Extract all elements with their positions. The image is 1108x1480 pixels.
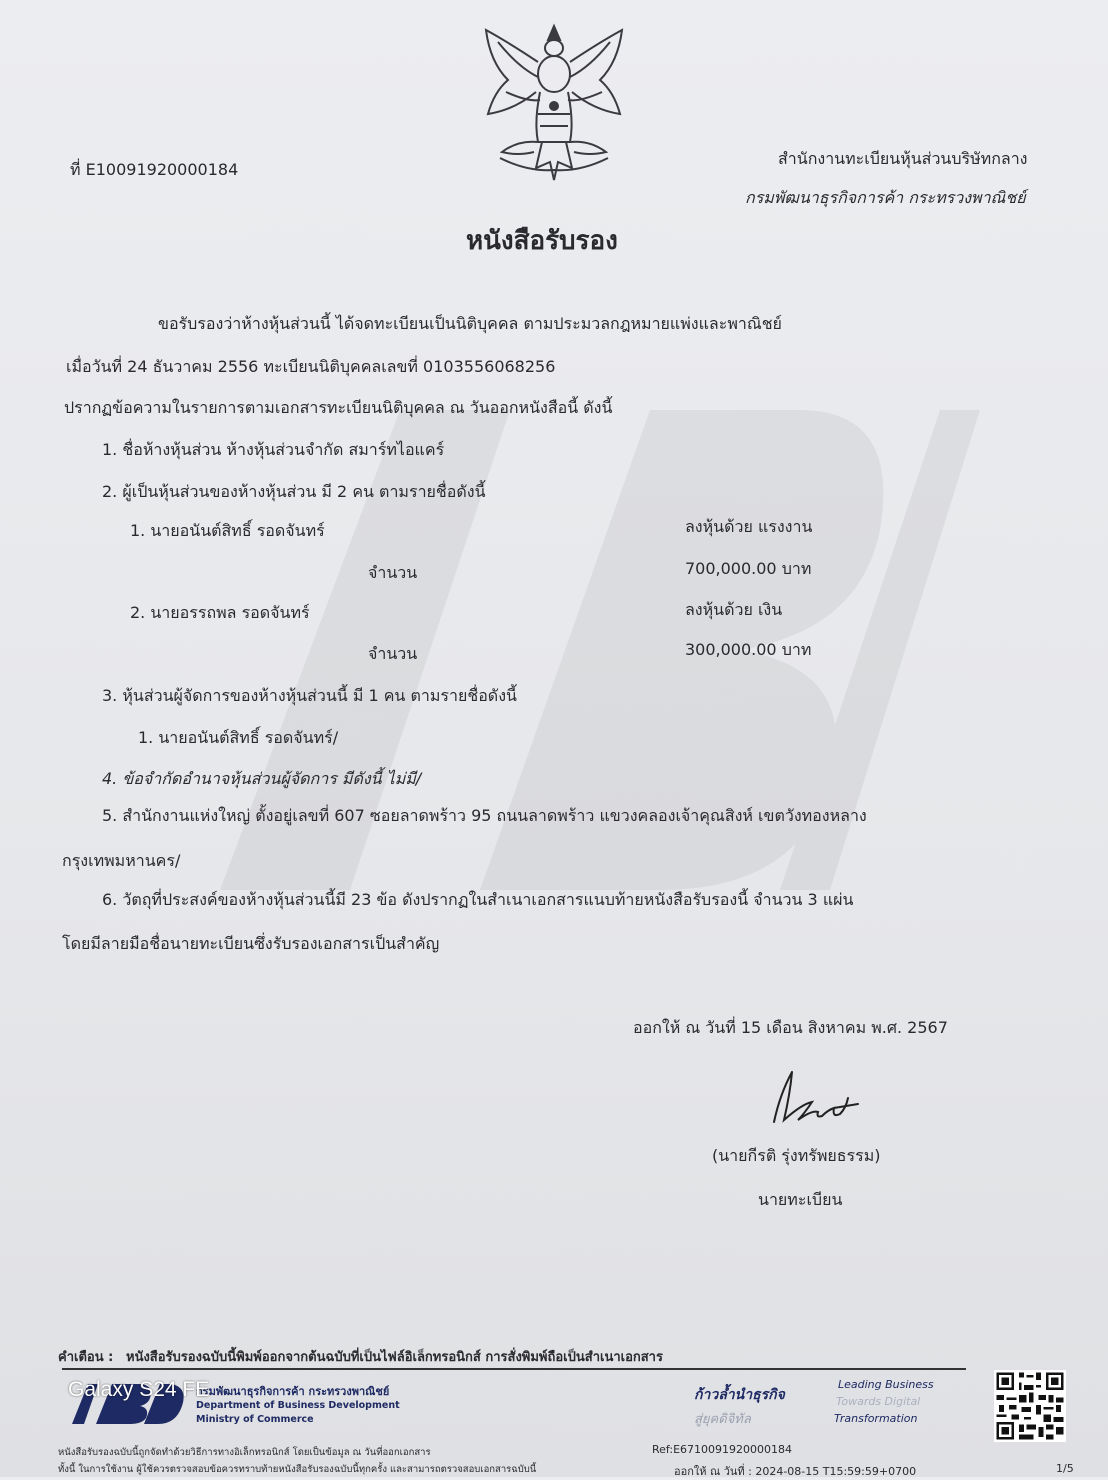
dept-name-en: Department of Business Development: [196, 1400, 400, 1411]
document-title: หนังสือรับรอง: [466, 226, 618, 256]
item-3-manager-name: 1. นายอนันต์สิทธิ์ รอดจันทร์/: [138, 728, 339, 747]
slogan-th-1: ก้าวล้ำนำธุรกิจ: [694, 1387, 785, 1403]
intro-line-3: ปรากฏข้อความในรายการตามเอกสารทะเบียนนิติบุคคล ณ วันออกหนังสือนี้ ดังนี้: [64, 398, 613, 417]
signer-title: นายทะเบียน: [758, 1190, 843, 1209]
signer-name: (นายกีรติ รุ่งทรัพยธรรม): [712, 1146, 881, 1165]
partner-2-name: 2. นายอรรถพล รอดจันทร์: [130, 603, 310, 622]
warning-label: คำเตือน :: [58, 1350, 114, 1365]
partner-2-contribution: ลงหุ้นด้วย เงิน: [685, 600, 783, 619]
partner-1-contribution: ลงหุ้นด้วย แรงงาน: [685, 517, 813, 536]
office-name-line2: กรมพัฒนาธุรกิจการค้า กระทรวงพาณิชย์: [745, 188, 1026, 207]
warning-text: หนังสือรับรองฉบับนี้พิมพ์ออกจากต้นฉบับที่เป็นไฟล์อิเล็กทรอนิกส์ การสั่งพิมพ์ถือเป็นสำเนาเอกสาร: [126, 1350, 663, 1365]
partner-1-name: 1. นายอนันต์สิทธิ์ รอดจันทร์: [130, 521, 325, 540]
page-number: 1/5: [1056, 1462, 1074, 1475]
item-3-managing-partner: 3. หุ้นส่วนผู้จัดการของห้างหุ้นส่วนนี้ มี 1 คน ตามรายชื่อดังนี้: [102, 686, 517, 705]
item-1-partnership-name: 1. ชื่อห้างหุ้นส่วน ห้างหุ้นส่วนจำกัด สมาร์ทไอแคร์: [102, 440, 445, 459]
item-6-objectives-line2: โดยมีลายมือชื่อนายทะเบียนซึ่งรับรองเอกสารเป็นสำคัญ: [62, 934, 440, 953]
footer-ref: Ref:E6710091920000184: [652, 1443, 793, 1456]
item-5-head-office: 5. สำนักงานแห่งใหญ่ ตั้งอยู่เลขที่ 607 ซอยลาดพร้าว 95 ถนนลาดพร้าว แขวงคลองเจ้าคุณสิงห์ เขตวังทองหลาง: [102, 806, 867, 825]
intro-line-2: เมื่อวันที่ 24 ธันวาคม 2556 ทะเบียนนิติบุคคลเลขที่ 0103556068256: [66, 357, 556, 376]
partner-1-amount-label: จำนวน: [368, 563, 418, 582]
item-2-partners-header: 2. ผู้เป็นหุ้นส่วนของห้างหุ้นส่วน มี 2 คน ตามรายชื่อดังนี้: [102, 482, 486, 501]
footer-note-line2: ทั้งนี้ ในการใช้งาน ผู้ใช้ควรตรวจสอบข้อควรทราบท้ายหนังสือรับรองฉบับนี้ทุกครั้ง และสามารถตรวจสอบเอกสารฉบับนี้: [58, 1464, 537, 1475]
reference-number: ที่ E10091920000184: [70, 160, 239, 179]
ministry-name-en: Ministry of Commerce: [196, 1414, 314, 1425]
qr-code-icon: [994, 1370, 1066, 1442]
issue-date: ออกให้ ณ วันที่ 15 เดือน สิงหาคม พ.ศ. 2567: [633, 1018, 948, 1037]
dbd-watermark-icon: [180, 330, 1000, 950]
camera-watermark: Galaxy S24 FE: [68, 1378, 210, 1401]
footer-note-line1: หนังสือรับรองฉบับนี้ถูกจัดทำด้วยวิธีการทางอิเล็กทรอนิกส์ โดยเป็นข้อมูล ณ วันที่ออกเอกสาร: [58, 1447, 431, 1458]
partner-2-amount-label: จำนวน: [368, 644, 418, 663]
partner-2-amount: 300,000.00 บาท: [685, 640, 812, 659]
partner-1-amount: 700,000.00 บาท: [685, 559, 812, 578]
slogan-en-2: Towards Digital: [836, 1395, 921, 1408]
footer-divider: [62, 1368, 966, 1370]
garuda-emblem-icon: [478, 22, 630, 192]
slogan-en-3: Transformation: [834, 1412, 918, 1425]
item-5-head-office-line2: กรุงเทพมหานคร/: [62, 851, 181, 870]
office-name-line1: สำนักงานทะเบียนหุ้นส่วนบริษัทกลาง: [778, 149, 1028, 168]
item-6-objectives: 6. วัตถุที่ประสงค์ของห้างหุ้นส่วนนี้มี 23 ข้อ ดังปรากฏในสำเนาเอกสารแนบท้ายหนังสือรับรองนี้ จำนวน 3 แผ่น: [102, 890, 854, 909]
registrar-signature-icon: [762, 1064, 862, 1134]
slogan-en-1: Leading Business: [838, 1378, 934, 1391]
footer-issued-at: ออกให้ ณ วันที่ : 2024-08-15 T15:59:59+0700: [674, 1465, 917, 1478]
intro-line-1: ขอรับรองว่าห้างหุ้นส่วนนี้ ได้จดทะเบียนเป็นนิติบุคคล ตามประมวลกฎหมายแพ่งและพาณิชย์: [158, 314, 782, 333]
slogan-th-2: สู่ยุคดิจิทัล: [694, 1412, 751, 1427]
item-4-authority-limits: 4. ข้อจำกัดอำนาจหุ้นส่วนผู้จัดการ มีดังนี้ ไม่มี/: [102, 769, 422, 788]
dept-name-th: กรมพัฒนาธุรกิจการค้า กระทรวงพาณิชย์: [196, 1385, 390, 1398]
